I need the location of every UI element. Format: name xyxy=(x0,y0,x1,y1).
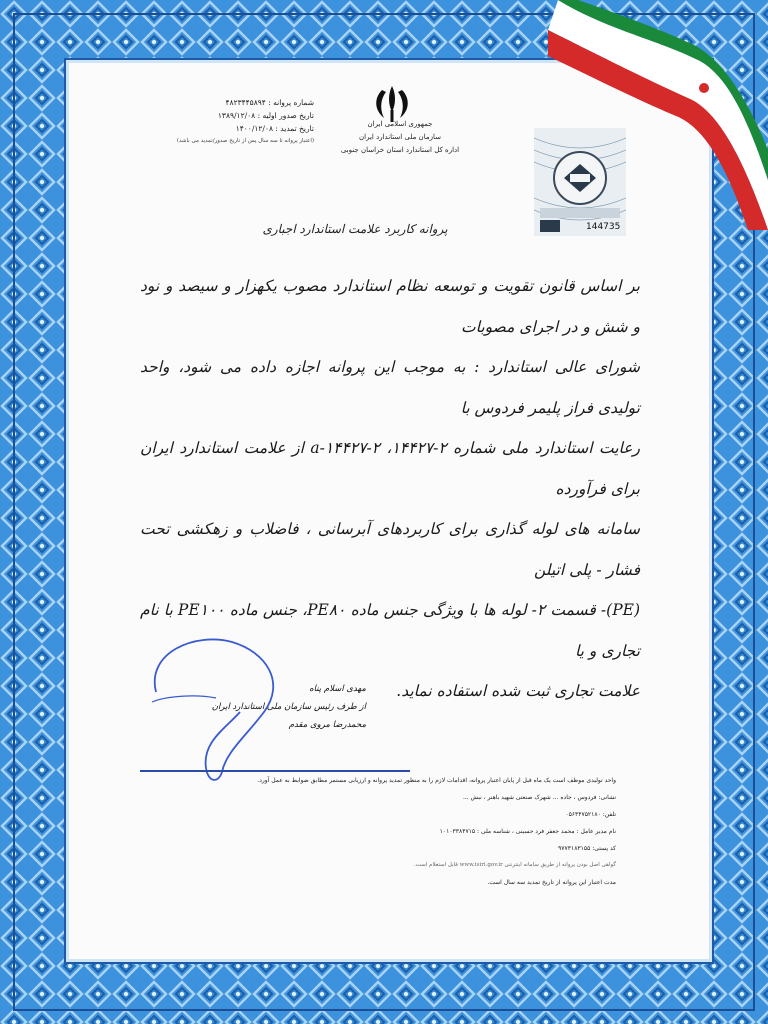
body-line: بر اساس قانون تقویت و توسعه نظام استاندارد مصوب یکهزار و سیصد و نود و شش و در اجرای مصوبات xyxy=(140,277,640,336)
signatory-deputy: محمدرضا مروی مقدم xyxy=(288,720,366,730)
standard-mark-icon xyxy=(534,128,626,236)
license-meta xyxy=(176,96,314,148)
signatory-block xyxy=(166,680,366,734)
document-title: پروانه کاربرد علامت استاندارد اجباری xyxy=(262,222,448,236)
license-number: شماره پروانه : ۴۸۲۳۴۴۵۸۹۴ xyxy=(225,98,314,107)
footer-line: تلفن: ۰۵۶۳۴۷۵۲۱۸۰ xyxy=(565,811,616,818)
validity-note: (اعتبار پروانه تا سه سال پس از تاریخ صدور/تمدید می باشد) xyxy=(176,138,314,144)
org-line: جمهوری اسلامی ایران xyxy=(367,120,433,128)
body-line: شورای عالی استاندارد : به موجب این پروانه اجازه داده می شود، واحد تولیدی فراز پلیمر فردوس با xyxy=(140,358,640,417)
issue-date: تاریخ صدور اولیه : ۱۳۸۹/۱۲/۰۸ xyxy=(217,111,314,120)
verification-note: گواهی اصل بودن پروانه از طریق سامانه اینترنتی www.isiri.gov.ir قابل استعلام است. xyxy=(414,862,616,868)
signatory-role: از طرف رئیس سازمان ملی استاندارد ایران xyxy=(211,702,366,712)
footer-line: واحد تولیدی موظف است یک ماه قبل از پایان اعتبار پروانه، اقدامات لازم را به منظور تمدید پروانه و ارزیابی مستمر مطابق ضوابط به عمل آورد. xyxy=(257,777,616,784)
validity-footer: مدت اعتبار این پروانه از تاریخ تمدید سه سال است. xyxy=(487,879,616,886)
footer-notes xyxy=(130,772,616,891)
issuing-organization xyxy=(320,118,480,157)
signatory-name: مهدی اسلام پناه xyxy=(309,684,366,694)
footer-line: نشانی: فردوس ، جاده ... شهرک صنعتی شهید باهنر ، نبش ... xyxy=(462,794,616,801)
org-line: سازمان ملی استاندارد ایران xyxy=(359,133,441,141)
body-line: رعایت استاندارد ملی شماره ۲-۱۴۴۲۷، a-۱۴۴۲۷-۲ از علامت استاندارد ایران برای فرآورده xyxy=(140,439,640,498)
serial-number: 144735 xyxy=(586,222,621,232)
body-line: علامت تجاری ثبت شده استفاده نماید. xyxy=(396,682,640,700)
renewal-date: تاریخ تمدید : ۱۴۰۰/۱۲/۰۸ xyxy=(235,124,314,133)
body-line: (PE)- قسمت ۲- لوله ها با ویژگی جنس ماده PE۸۰، جنس ماده PE۱۰۰ با نام تجاری و یا xyxy=(140,601,640,660)
org-line: اداره کل استاندارد استان خراسان جنوبی xyxy=(340,146,460,154)
footer-line: نام مدیر عامل : محمد جعفر فرد حسینی ، شناسه ملی : ۱۰۱۰۳۳۸۴۷۱۵ xyxy=(439,828,616,835)
footer-line: کد پستی: ۹۷۷۳۱۸۳۱۵۵ xyxy=(558,845,616,852)
body-line: سامانه های لوله گذاری برای کاربردهای آبرسانی ، فاضلاب و زهکشی تحت فشار - پلی اتیلن xyxy=(140,520,640,579)
